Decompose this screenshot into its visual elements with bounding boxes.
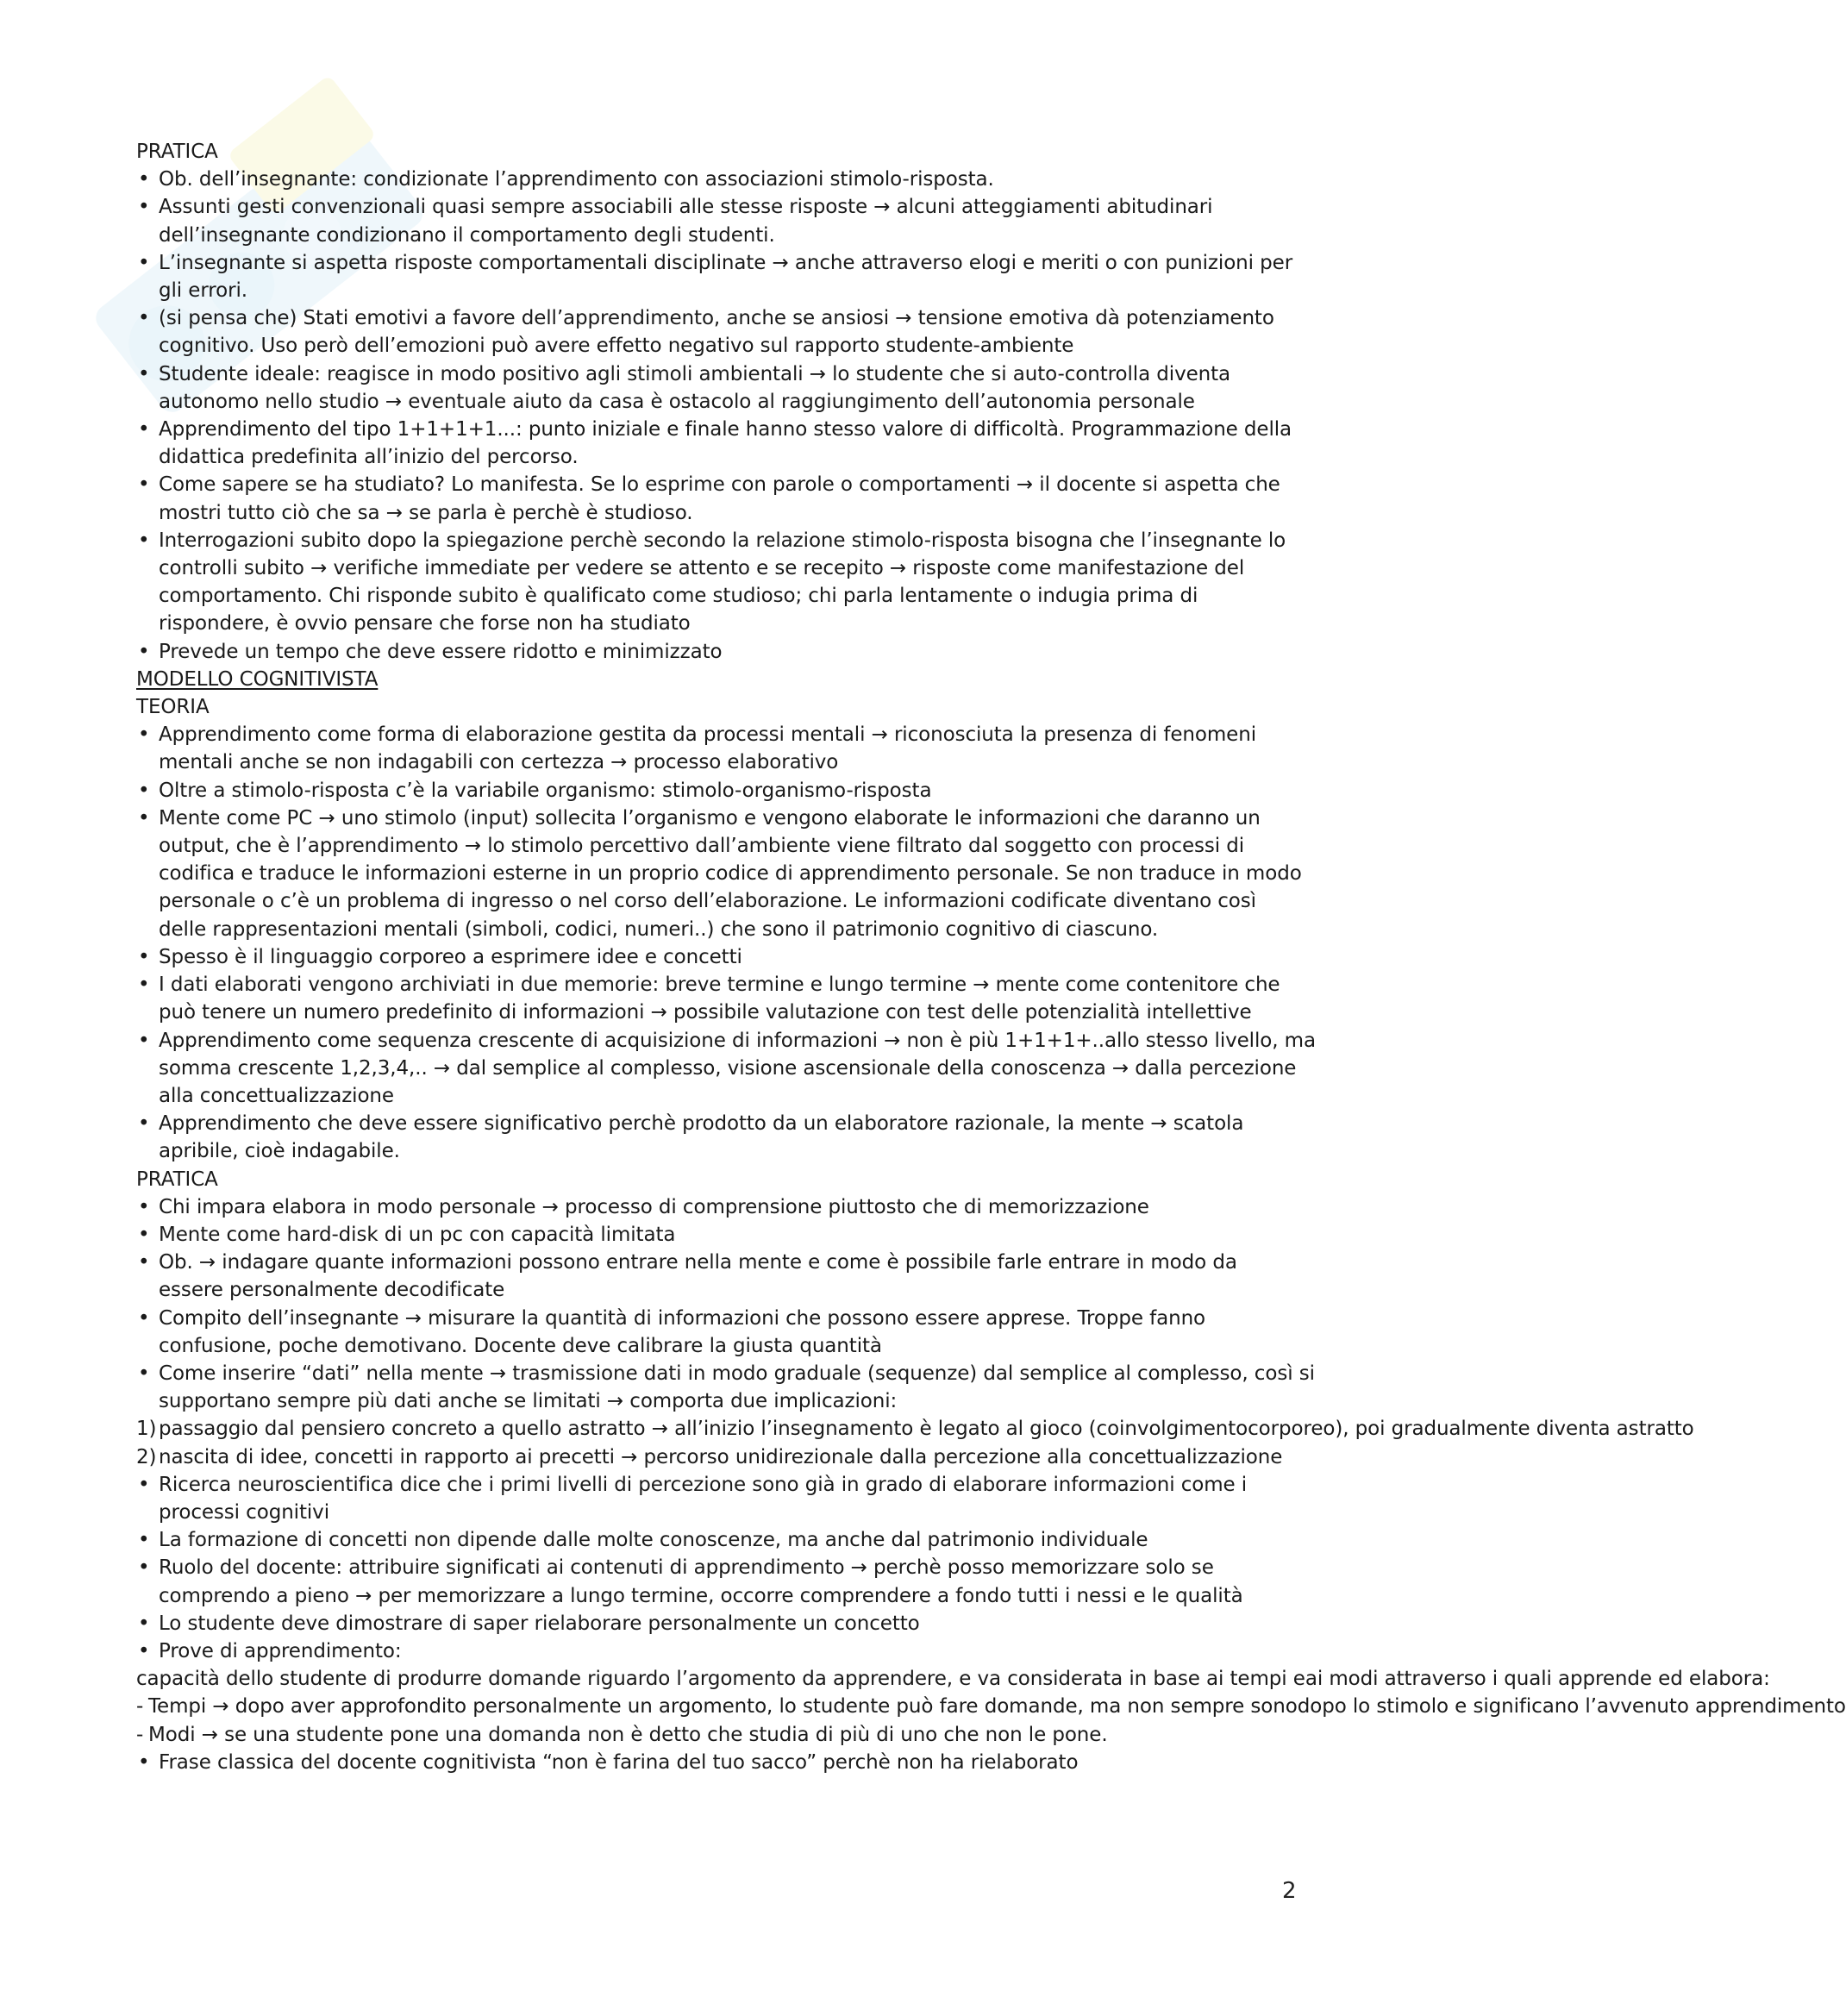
bullet-icon: • bbox=[138, 418, 150, 441]
subsection-title: PRATICA bbox=[136, 1168, 218, 1191]
bullet-item bbox=[136, 304, 1300, 360]
subsection-title: TEORIA bbox=[136, 696, 210, 719]
bullet-item bbox=[136, 1637, 1300, 1665]
text-line: ai modi attraverso i quali apprende ed elabora: bbox=[1305, 1668, 1770, 1691]
text-line: Oltre a stimolo-risposta c’è la variabile organismo: stimolo-organismo-risposta bbox=[159, 779, 932, 802]
text-line: dopo lo stimolo e significano l’avvenuto apprendimento bbox=[1297, 1695, 1846, 1719]
text-line: mentali anche se non indagabili con certezza → processo elaborativo bbox=[159, 751, 839, 774]
bullet-icon: • bbox=[138, 1639, 150, 1662]
bullet-icon: • bbox=[138, 1306, 150, 1330]
text-line: Mente come PC → uno stimolo (input) sollecita l’organismo e vengono elaborate le informazioni che daranno un bbox=[159, 806, 1261, 830]
page-number: 2 bbox=[1282, 1878, 1297, 1904]
text-line: didattica predefinita all’inizio del percorso. bbox=[159, 446, 579, 469]
bullet-item bbox=[136, 971, 1300, 1026]
text-line: Spesso è il linguaggio corporeo a esprimere idee e concetti bbox=[159, 945, 742, 968]
text-line: Come sapere se ha studiato? Lo manifesta. Se lo esprime con parole o comportamenti → il docente si aspetta che bbox=[159, 473, 1280, 497]
text-line: Interrogazioni subito dopo la spiegazione perchè secondo la relazione stimolo-risposta bisogna che l’insegnante lo bbox=[159, 529, 1286, 552]
bullet-item bbox=[136, 193, 1300, 248]
bullet-icon: • bbox=[138, 723, 150, 747]
bullet-icon: • bbox=[138, 1029, 150, 1052]
text-line: rispondere, è ovvio pensare che forse non ha studiato bbox=[159, 612, 691, 635]
text-line: controlli subito → verifiche immediate per vedere se attento e se recepito → risposte come manifestazione del bbox=[159, 557, 1245, 580]
bullet-icon: • bbox=[138, 1612, 150, 1635]
bullet-icon: • bbox=[138, 779, 150, 802]
bullet-icon: • bbox=[138, 1556, 150, 1580]
dash-item bbox=[136, 1693, 1846, 1720]
text-line: Apprendimento del tipo 1+1+1+1...: punto iniziale e finale hanno stesso valore di difficoltà. Programmazione della bbox=[159, 418, 1292, 441]
bullet-icon: • bbox=[138, 1223, 150, 1246]
text-line: somma crescente 1,2,3,4,.. → dal semplice al complesso, visione ascensionale della conoscenza → dalla percezione bbox=[159, 1056, 1297, 1080]
text-line: capacità dello studente di produrre domande riguardo l’argomento da apprendere, e va considerata in base ai tempi e bbox=[136, 1668, 1305, 1691]
bullet-item bbox=[136, 249, 1300, 304]
bullet-item bbox=[136, 777, 1300, 805]
text-line: autonomo nello studio → eventuale aiuto da casa è ostacolo al raggiungimento dell’autonomia personale bbox=[159, 390, 1195, 413]
bullet-item bbox=[136, 638, 1300, 666]
bullet-icon: • bbox=[138, 1195, 150, 1218]
text-line: passaggio dal pensiero concreto a quello astratto → all’inizio l’insegnamento è legato al gioco (coinvolgimento bbox=[159, 1418, 1248, 1441]
bullet-icon: • bbox=[138, 307, 150, 330]
text-line: Come inserire “dati” nella mente → trasmissione dati in modo graduale (sequenze) dal semplice al complesso, così si bbox=[159, 1362, 1315, 1385]
text-line: Mente come hard-disk di un pc con capacità limitata bbox=[159, 1223, 676, 1246]
bullet-icon: • bbox=[138, 473, 150, 497]
bullet-icon: • bbox=[138, 168, 150, 191]
text-line: Studente ideale: reagisce in modo positivo agli stimoli ambientali → lo studente che si auto-controlla diventa bbox=[159, 362, 1231, 385]
bullet-item bbox=[136, 1610, 1300, 1637]
dash-item bbox=[136, 1721, 1300, 1749]
bullet-icon: • bbox=[138, 945, 150, 968]
bullet-icon: • bbox=[138, 529, 150, 552]
bullet-item bbox=[136, 1193, 1300, 1221]
bullet-item bbox=[136, 1221, 1300, 1249]
bullet-icon: • bbox=[138, 196, 150, 219]
bullet-icon: • bbox=[138, 1362, 150, 1385]
bullet-item bbox=[136, 1526, 1300, 1554]
text-line: personale o c’è un problema di ingresso o nel corso dell’elaborazione. Le informazioni codificate diventano così bbox=[159, 890, 1256, 913]
text-line: Chi impara elabora in modo personale → processo di comprensione piuttosto che di memorizzazione bbox=[159, 1195, 1149, 1218]
bullet-item bbox=[136, 1554, 1300, 1609]
bullet-item bbox=[136, 1360, 1315, 1415]
text-line: Compito dell’insegnante → misurare la quantità di informazioni che possono essere apprese. Troppe fanno bbox=[159, 1306, 1206, 1330]
bullet-item bbox=[136, 943, 1300, 971]
text-line: Prevede un tempo che deve essere ridotto e minimizzato bbox=[159, 640, 723, 663]
text-line: Apprendimento che deve essere significativo perchè prodotto da un elaboratore razionale, la mente → scatola bbox=[159, 1112, 1244, 1136]
text-line: supportano sempre più dati anche se limitati → comporta due implicazioni: bbox=[159, 1390, 898, 1413]
text-line: Frase classica del docente cognitivista “non è farina del tuo sacco” perchè non ha rielaborato bbox=[159, 1750, 1079, 1774]
bullet-icon: • bbox=[138, 1473, 150, 1496]
text-line: L’insegnante si aspetta risposte comportamentali disciplinate → anche attraverso elogi e meriti o con punizioni per bbox=[159, 251, 1293, 274]
numbered-item bbox=[136, 1415, 1694, 1443]
dash-marker: - bbox=[136, 1695, 144, 1719]
bullet-item bbox=[136, 527, 1300, 638]
text-line: Modi → se una studente pone una domanda non è detto che studia di più di uno che non le pone. bbox=[148, 1723, 1108, 1746]
text-line: Prove di apprendimento: bbox=[159, 1639, 402, 1662]
text-line: Ruolo del docente: attribuire significati ai contenuti di apprendimento → perchè posso memorizzare solo se bbox=[159, 1556, 1214, 1580]
text-line: gli errori. bbox=[159, 279, 247, 303]
bullet-item bbox=[136, 1110, 1300, 1165]
text-line: I dati elaborati vengono archiviati in due memorie: breve termine e lungo termine → mente come contenitore che bbox=[159, 974, 1280, 997]
document-body bbox=[136, 138, 1846, 1776]
bullet-icon: • bbox=[138, 974, 150, 997]
bullet-icon: • bbox=[138, 362, 150, 385]
text-line: (si pensa che) Stati emotivi a favore dell’apprendimento, anche se ansiosi → tensione emotiva dà potenziamento bbox=[159, 307, 1274, 330]
bullet-icon: • bbox=[138, 806, 150, 830]
bullet-item bbox=[136, 471, 1300, 526]
bullet-item bbox=[136, 360, 1300, 416]
numbered-item bbox=[136, 1443, 1300, 1471]
item-number: 2) bbox=[136, 1445, 157, 1468]
text-line: processi cognitivi bbox=[159, 1500, 329, 1524]
text-line: Apprendimento come sequenza crescente di acquisizione di informazioni → non è più 1+1+1+..allo stesso livello, ma bbox=[159, 1029, 1316, 1052]
bullet-item bbox=[136, 416, 1300, 471]
bullet-item bbox=[136, 805, 1300, 943]
text-line: essere personalmente decodificate bbox=[159, 1279, 505, 1302]
text-line: alla concettualizzazione bbox=[159, 1084, 394, 1107]
text-line: La formazione di concetti non dipende dalle molte conoscenze, ma anche dal patrimonio individuale bbox=[159, 1529, 1148, 1552]
text-line: comprendo a pieno → per memorizzare a lungo termine, occorre comprendere a fondo tutti i nessi e le qualità bbox=[159, 1584, 1243, 1607]
section-title: MODELLO COGNITIVISTA bbox=[136, 667, 379, 691]
subsection-title: PRATICA bbox=[136, 141, 218, 163]
bullet-item bbox=[136, 166, 1300, 193]
text-line: comportamento. Chi risponde subito è qualificato come studioso; chi parla lentamente o indugia prima di bbox=[159, 585, 1198, 608]
text-line: Lo studente deve dimostrare di saper rielaborare personalmente un concetto bbox=[159, 1612, 920, 1635]
text-line: cognitivo. Uso però dell’emozioni può avere effetto negativo sul rapporto studente-ambiente bbox=[159, 335, 1074, 358]
text-line: Apprendimento come forma di elaborazione gestita da processi mentali → riconosciuta la presenza di fenomeni bbox=[159, 723, 1256, 747]
text-line: dell’insegnante condizionano il comportamento degli studenti. bbox=[159, 223, 775, 247]
text-line: può tenere un numero predefinito di informazioni → possibile valutazione con test delle potenzialità intellettive bbox=[159, 1001, 1252, 1024]
bullet-icon: • bbox=[138, 640, 150, 663]
text-line: codifica e traduce le informazioni esterne in un proprio codice di apprendimento personale. Se non traduce in modo bbox=[159, 862, 1302, 886]
text-line: apribile, cioè indagabile. bbox=[159, 1140, 400, 1163]
text-line: mostri tutto ciò che sa → se parla è perchè è studioso. bbox=[159, 501, 693, 524]
bullet-icon: • bbox=[138, 1112, 150, 1136]
bullet-item bbox=[136, 1249, 1300, 1304]
bullet-item bbox=[136, 1305, 1300, 1360]
text-line: Ob. dell’insegnante: condizionate l’apprendimento con associazioni stimolo-risposta. bbox=[159, 168, 994, 191]
dash-marker: - bbox=[136, 1723, 144, 1746]
item-number: 1) bbox=[136, 1418, 157, 1441]
text-line: Ricerca neuroscientifica dice che i primi livelli di percezione sono già in grado di elaborare informazioni come i bbox=[159, 1473, 1248, 1496]
text-line: delle rappresentazioni mentali (simboli, codici, numeri..) che sono il patrimonio cognitivo di ciascuno. bbox=[159, 917, 1159, 941]
paragraph bbox=[136, 1665, 1770, 1693]
text-line: Assunti gesti convenzionali quasi sempre associabili alle stesse risposte → alcuni atteggiamenti abitudinari bbox=[159, 196, 1213, 219]
text-line: confusione, poche demotivano. Docente deve calibrare la giusta quantità bbox=[159, 1334, 882, 1357]
text-line: corporeo), poi gradualmente diventa astratto bbox=[1248, 1418, 1694, 1441]
bullet-icon: • bbox=[138, 1251, 150, 1274]
bullet-icon: • bbox=[138, 1529, 150, 1552]
bullet-icon: • bbox=[138, 251, 150, 274]
bullet-item bbox=[136, 1749, 1300, 1776]
bullet-icon: • bbox=[138, 1750, 150, 1774]
text-line: Tempi → dopo aver approfondito personalmente un argomento, lo studente può fare domande, ma non sempre sono bbox=[148, 1695, 1298, 1719]
text-line: Ob. → indagare quante informazioni possono entrare nella mente e come è possibile farle entrare in modo da bbox=[159, 1251, 1237, 1274]
text-line: nascita di idee, concetti in rapporto ai precetti → percorso unidirezionale dalla percezione alla concettualizzazione bbox=[159, 1445, 1283, 1468]
text-line: output, che è l’apprendimento → lo stimolo percettivo dall’ambiente viene filtrato dal soggetto con processi di bbox=[159, 835, 1245, 858]
bullet-item bbox=[136, 1027, 1316, 1111]
bullet-item bbox=[136, 721, 1300, 776]
bullet-item bbox=[136, 1471, 1300, 1526]
